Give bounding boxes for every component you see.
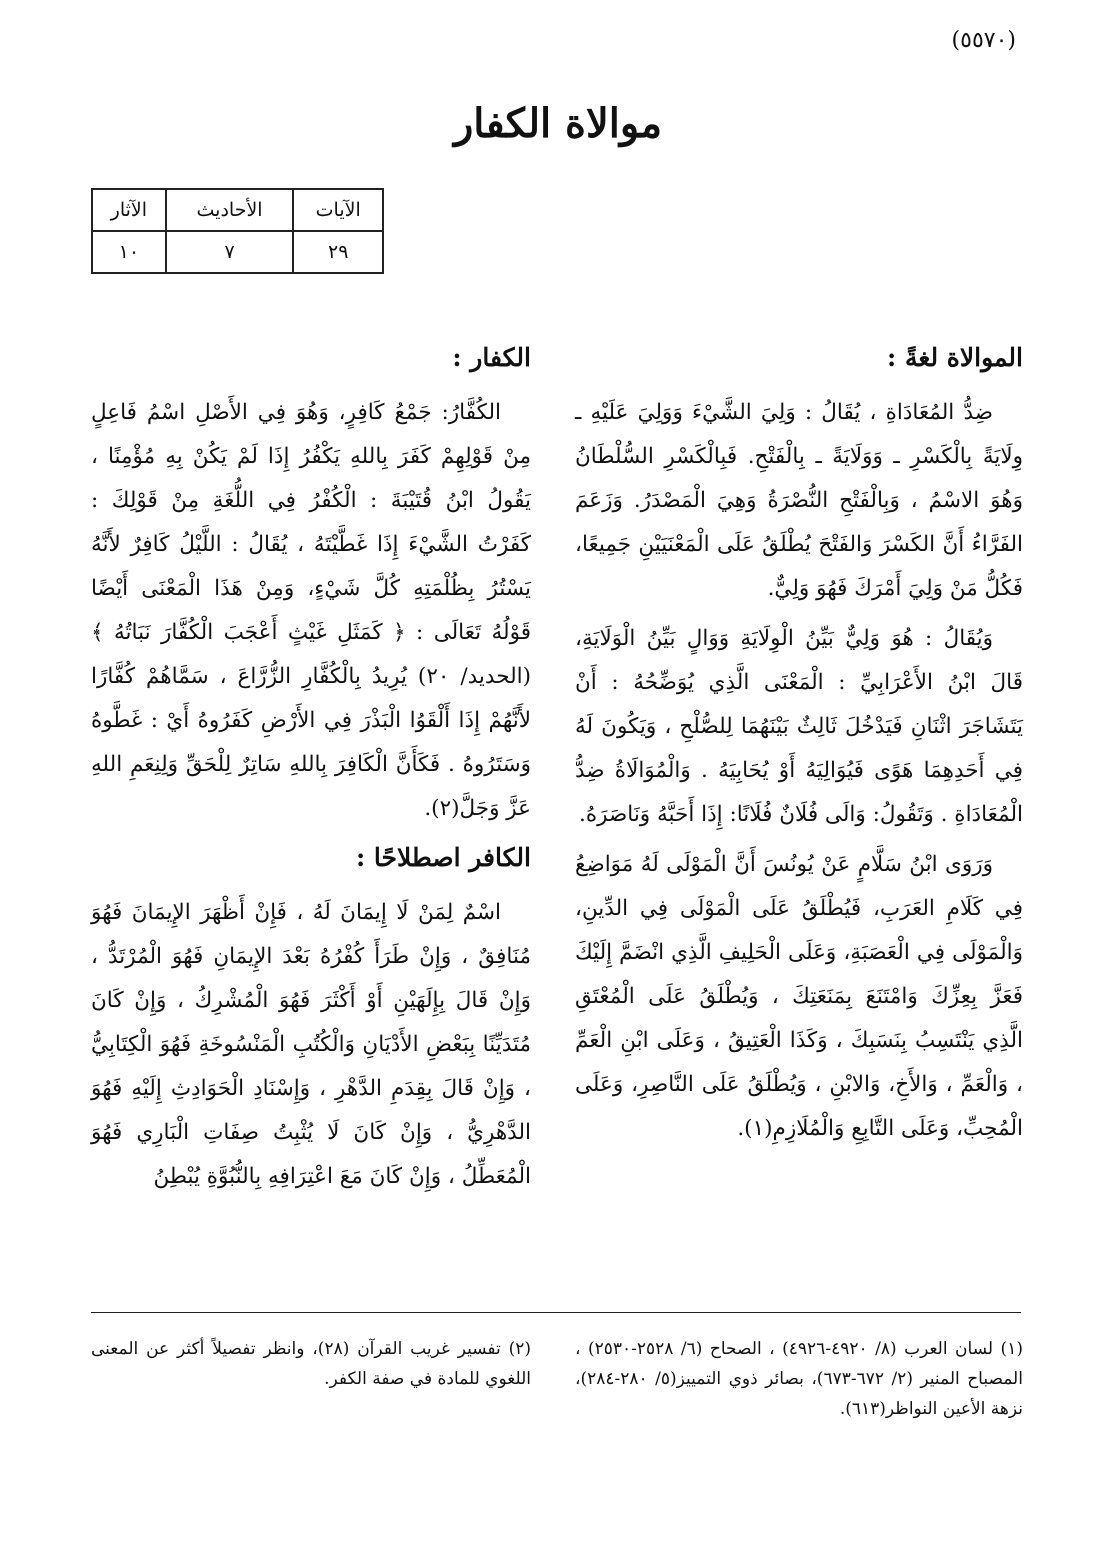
stats-value-row [92,231,383,273]
stats-value-verses: ٢٩ [293,231,383,273]
stats-header-verses: الآيات [293,189,383,231]
left-column [91,335,531,1199]
footnote-2: (٢) تفسير غريب القرآن (٢٨)، وانظر تفصيلاً أكثر عن المعنى اللغوي للمادة في صفة الكفر. [91,1339,532,1389]
page-title: موالاة الكفار [453,100,663,147]
footnote-1: (١) لسان العرب (٨/ ٤٩٢٠-٤٩٢٦) ، الصحاح (٦/ ٢٥٢٨-٢٥٣٠) ، المصباح المنير (٢/ ٦٧٢-٦٧٣)، بصائر ذوي التمييز(٥/ ٢٨٠-٢٨٤)، نزهة الأعين النواظر(٦١٣). [575,1339,1023,1419]
paragraph: وَرَوَى ابْنُ سَلَّامٍ عَنْ يُونُسَ أَنَّ الْمَوْلَى لَهُ مَوَاضِعُ فِي كَلَامِ العَرَبِ، فَيُطْلَقُ عَلَى الْمَوْلَى فِي الدِّينِ، وَالْمَوْلَى فِي الْعَصَبَةِ، وَعَلَى الْحَلِيفِ الَّذِي انْضَمَّ إِلَيْكَ فَعَزَّ بِعِزِّكَ وَامْتَنَعَ بِمَنَعَتِكَ ، وَيُطْلَقُ عَلَى الْمُعْتَقِ الَّذِي يَنْتَسِبُ بِنَسَبِكَ ، وَكَذَا الْعَتِيقُ ، وَعَلَى ابْنِ الْعَمِّ ، وَالْعَمِّ ، وَالأَخِ، وَالابْنِ ، وَيُطْلَقُ عَلَى النَّاصِرِ، وَعَلَى الْمُحِبِّ، وَعَلَى التَّابِعِ وَالْمُلَازِمِ(١). [575,852,1023,1141]
section-heading-kuffar: الكفار : [452,343,531,372]
paragraph: ضِدُّ المُعَادَاةِ ، يُقَالُ : وَلِيَ الشَّيْءَ وَوَلِيَ عَلَيْهِ ـ وِلَايَةً بِالْكَسْرِ ـ وَوَلَايَةً ـ بِالْفَتْحِ. فَبِالْكَسْرِ السُّلْطَانُ وَهُوَ الاسْمُ ، وَبِالْفَتْحِ النُّصْرَةُ وَهِيَ الْمَصْدَرُ. وَزَعَمَ الفَرَّاءُ أَنَّ الكَسْرَ وَالفَتْحَ يُطْلَقُ عَلَى الْمَعْنَيَيْنِ جَمِيعًا، فَكُلُّ مَنْ وَلِيَ أَمْرَكَ فَهُوَ وَلِيٌّ. [575,400,1023,601]
section-heading-muwalat: الموالاة لغةً : [887,343,1023,372]
stats-table [91,188,384,274]
stats-value-hadiths: ٧ [166,231,294,273]
footnote-divider [91,1312,1021,1313]
paragraph: اسْمٌ لِمَنْ لَا إِيمَانَ لَهُ ، فَإِنْ أَظْهَرَ الإِيمَانَ فَهُوَ مُنَافِقٌ ، وَإِنْ طَرَأَ كُفْرُهُ بَعْدَ الإِيمَانِ فَهُوَ الْمُرْتَدُّ ، وَإِنْ قَالَ بِإِلَهَيْنِ أَوْ أَكْثَرَ فَهُوَ الْمُشْرِكُ ، وَإِنْ كَانَ مُتَدَيِّنًا بِبَعْضِ الأَدْيَانِ وَالْكُتُبِ الْمَنْسُوخَةِ فَهُوَ الْكِتَابِيُّ ، وَإِنْ قَالَ بِقِدَمِ الدَّهْرِ ، وَإِسْنَادِ الْحَوَادِثِ إِلَيْهِ فَهُوَ الدَّهْرِيُّ ، وَإِنْ كَانَ لَا يُثْبِتُ صِفَاتِ الْبَارِي فَهُوَ الْمُعَطِّلُ ، وَإِنْ كَانَ مَعَ اعْتِرَافِهِ بِالنُّبُوَّةِ يُبْطِنُ [91,900,531,1189]
right-column [575,335,1023,1151]
paragraph: وَيُقَالُ : هُوَ وَلِيٌّ بَيِّنُ الْوِلَايَةِ وَوَالٍ بَيِّنُ الْوَلَايَةِ، قَالَ ابْنُ الأَعْرَابِيِّ : الْمَعْنَى الَّذِي يُوَضِّحُهُ : أَنْ يَتَشَاجَرَ اثْنَانِ فَيَدْخُلَ ثَالِثٌ بَيْنَهُمَا لِلصُّلْحِ ، وَيَكُونَ لَهُ فِي أَحَدِهِمَا هَوًى فَيُوَالِيَهُ أَوْ يُحَابِيَهُ . وَالْمُوَالَاةُ ضِدُّ الْمُعَادَاةِ . وَتَقُولُ: وَالَى فُلَانٌ فُلَانًا: إِذَا أَحَبَّهُ وَنَاصَرَهُ. [575,626,1023,827]
stats-header-row [92,189,383,231]
paragraph: الكُفَّارُ: جَمْعُ كَافِرٍ، وَهُوَ فِي الأَصْلِ اسْمُ فَاعِلٍ مِنْ قَوْلِهِمْ كَفَرَ بِاللهِ يَكْفُرُ إِذَا لَمْ يَكُنْ بِهِ مُؤْمِنًا ، يَقُولُ ابْنُ قُتَيْبَةَ : الْكُفْرُ فِي اللُّغَةِ مِنْ قَوْلِكَ : كَفَرْتُ الشَّيْءَ إِذَا غَطَّيْتَهُ ، يُقَالُ : اللَّيْلُ كَافِرٌ لأَنَّهُ يَسْتُرُ بِظُلْمَتِهِ كُلَّ شَيْءٍ، وَمِنْ هَذَا الْمَعْنَى أَيْضًا قَوْلُهُ تَعَالَى : ﴿ كَمَثَلِ غَيْثٍ أَعْجَبَ الْكُفَّارَ نَبَاتُهُ ﴾ (الحديد/ ٢٠) يُرِيدُ بِالْكُفَّارِ الزُّرَّاعَ ، سَمَّاهُمْ كُفَّارًا لأَنَّهُمْ إِذَا أَلْقَوُا الْبَذْرَ فِي الأَرْضِ كَفَرُوهُ أَيْ : غَطَّوهُ وَسَتَرُوهُ . فَكَأَنَّ الْكَافِرَ بِاللهِ سَاتِرٌ لِلْحَقِّ وَلِنِعَمِ اللهِ عَزَّ وَجَلَّ(٢). [91,400,531,821]
stats-value-athar: ١٠ [92,231,166,273]
stats-header-athar: الآثار [92,189,166,231]
stats-header-hadiths: الأحاديث [166,189,294,231]
page-number: (٥٥٧٠) [951,28,1016,53]
section-heading-kafir-term: الكافر اصطلاحًا : [355,843,531,872]
